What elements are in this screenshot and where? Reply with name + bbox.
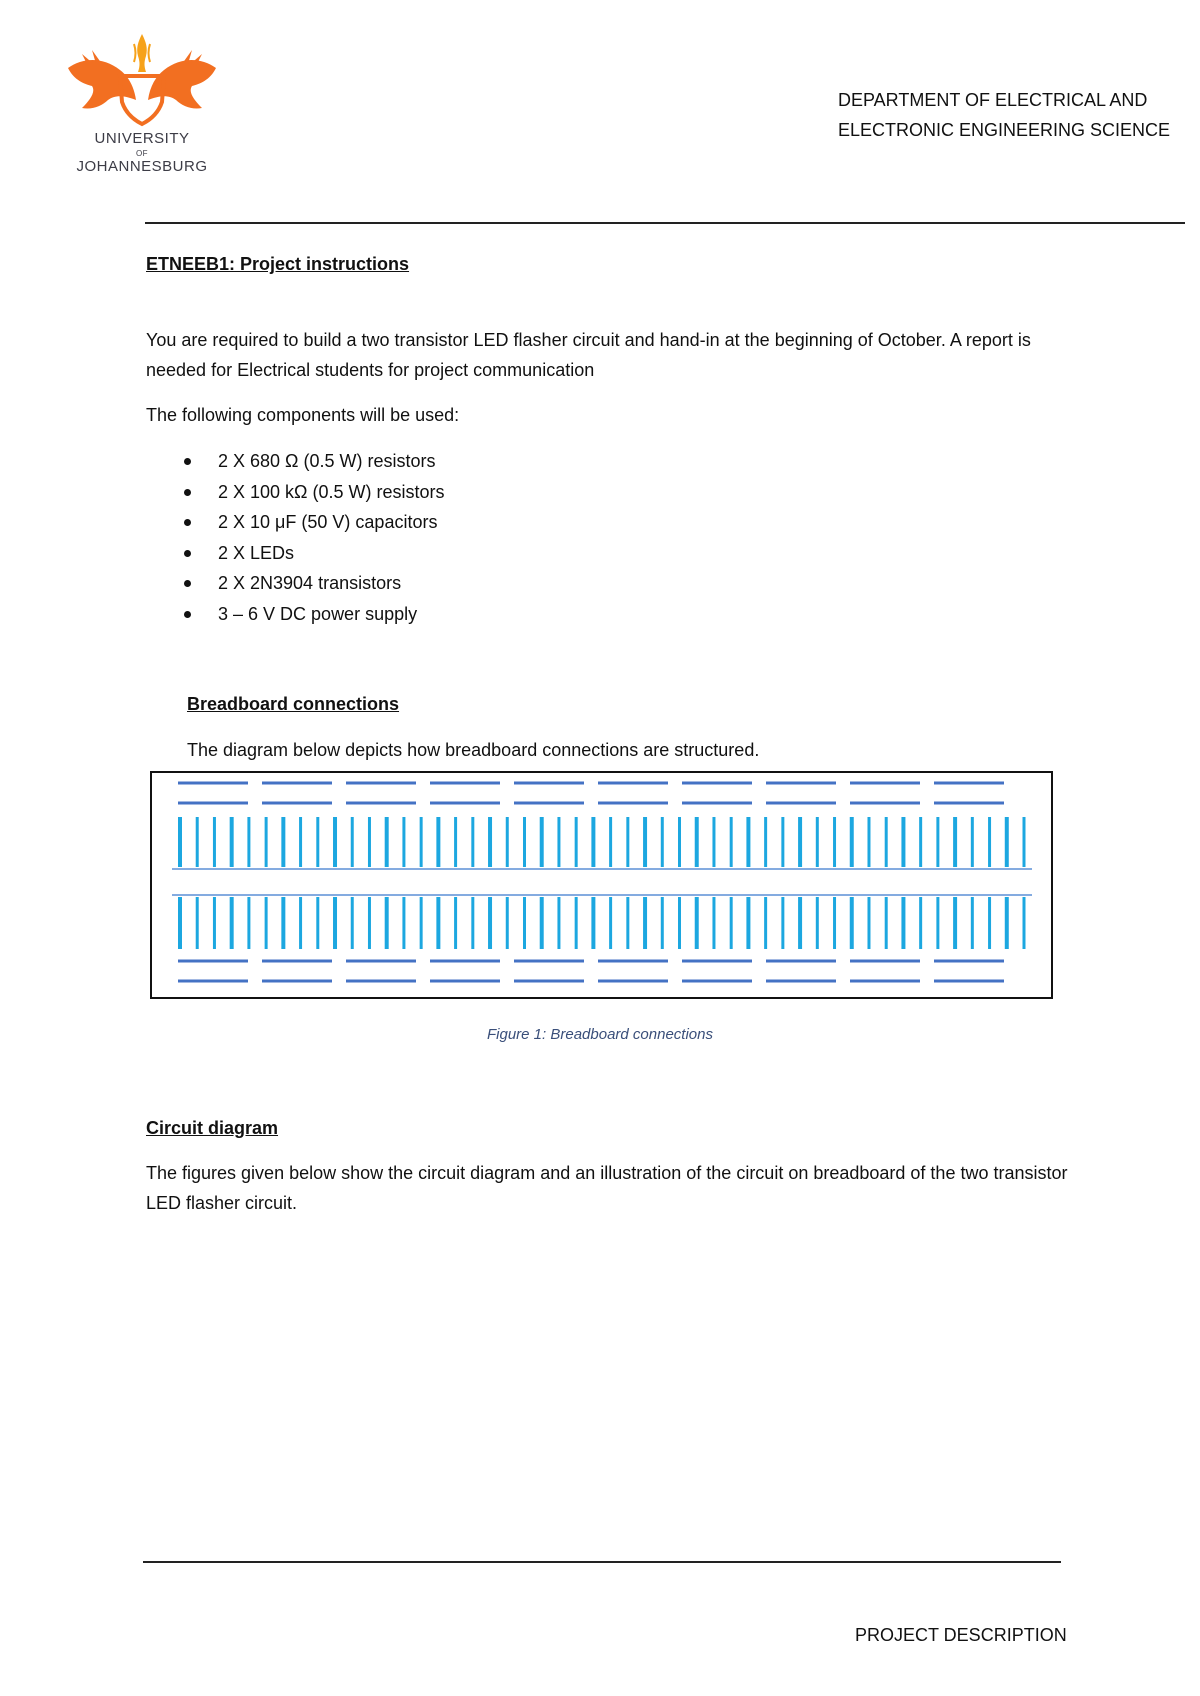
bullet-icon: [184, 458, 191, 465]
component-text: 2 X 100 kΩ (0.5 W) resistors: [218, 481, 445, 502]
list-item: [146, 599, 445, 630]
breadboard-heading: Breadboard connections: [187, 694, 400, 714]
circuit-heading: Circuit diagram: [146, 1118, 279, 1138]
component-text: 2 X 10 μF (50 V) capacitors: [218, 512, 438, 532]
bullet-icon: [184, 519, 191, 526]
document-title: ETNEEB1: Project instructions: [146, 254, 410, 274]
component-list: [146, 446, 445, 629]
header-divider: [145, 222, 1185, 224]
logo-text-johannesburg: JOHANNESBURG: [76, 158, 208, 175]
figure-caption: Figure 1: Breadboard connections: [487, 1026, 713, 1043]
bullet-icon: [184, 580, 191, 587]
circuit-description: The figures given below show the circuit diagram and an illustration of the circuit on breadboard of the two transistor LED flasher circuit.: [146, 1163, 1068, 1213]
department-line-1: DEPARTMENT OF ELECTRICAL AND: [838, 90, 1148, 110]
breadboard-description: The diagram below depicts how breadboard connections are structured.: [187, 740, 760, 760]
department-line-2: ELECTRONIC ENGINEERING SCIENCE: [838, 120, 1171, 140]
component-text: 3 – 6 V DC power supply: [218, 603, 418, 624]
component-text: 2 X LEDs: [218, 542, 295, 563]
breadboard-diagram: [150, 771, 1053, 999]
list-item: [146, 538, 445, 569]
university-logo: [62, 30, 222, 180]
components-label: The following components will be used:: [146, 405, 460, 425]
logo-text-of: OF: [135, 149, 149, 158]
bullet-icon: [184, 550, 191, 557]
component-text: 2 X 680 Ω (0.5 W) resistors: [218, 451, 436, 471]
footer-divider: [143, 1561, 1061, 1563]
list-item: [146, 446, 445, 477]
department-name: [838, 85, 1170, 145]
list-item: [146, 477, 445, 508]
breadboard-connections-figure: [152, 773, 1051, 997]
university-of-johannesburg-crest-icon: [62, 30, 222, 130]
intro-paragraph: You are required to build a two transistor LED flasher circuit and hand-in at the beginning of October. A report is needed for Electrical students for project communication: [146, 330, 1031, 380]
logo-text-university: UNIVERSITY: [94, 130, 190, 147]
component-text: 2 X 2N3904 transistors: [218, 573, 402, 593]
list-item: [146, 507, 445, 538]
bullet-icon: [184, 489, 191, 496]
footer-label: PROJECT DESCRIPTION: [855, 1625, 1067, 1645]
bullet-icon: [184, 611, 191, 618]
list-item: [146, 568, 445, 599]
